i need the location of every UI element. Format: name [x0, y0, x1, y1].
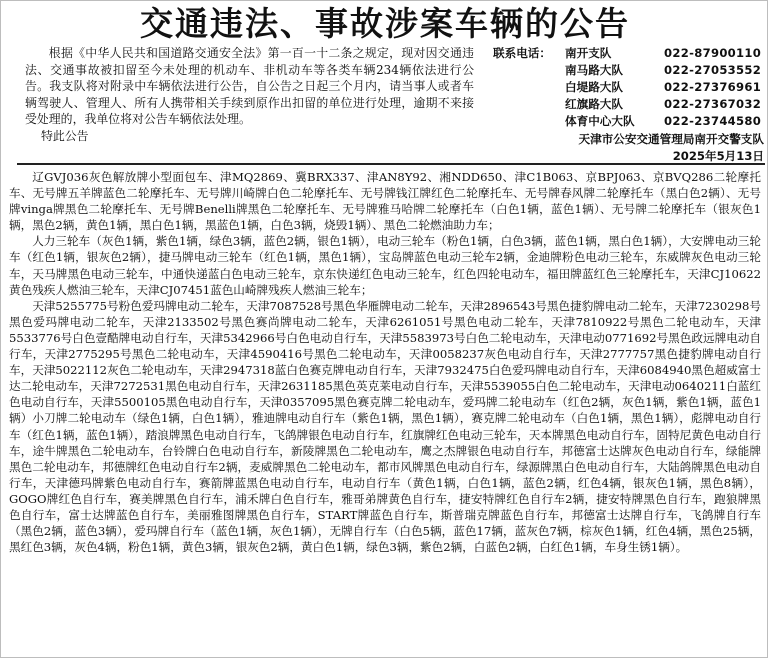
- contact-unit: 南马路大队: [565, 63, 623, 77]
- contact-label: 联系电话：: [493, 46, 551, 60]
- listing-paragraph-motor-vehicles: 辽GVJ036灰色解放牌小型面包车、津MQ2869、冀BRX337、津AN8Y92、湘NDD650、津C1B063、京BPJ063、京BVQ286二轮摩托车、无号牌五羊牌蓝色二轮摩托车、无号牌川崎牌白色二轮摩托车、无号牌钱江牌红色二轮摩托车、无号牌春风牌二轮摩托车（黑白色2辆）、无号牌vinga牌黑色二轮摩托车、无号牌Benelli牌黑色二轮摩托车、无号牌雅马哈牌二轮摩托车（白色1辆，蓝色1辆）、无号牌二轮摩托车（银灰色1辆，黑色2辆，黄色1辆，黑白色1辆，黑蓝色1辆，白色3辆，烧毁1辆）、黑色二轮燃油助力车；: [9, 170, 761, 233]
- contact-phone: 022-27376961: [664, 80, 762, 94]
- intro-paragraph: 根据《中华人民共和国道路交通安全法》第一百一十二条之规定，现对因交通违法、交通事故被扣留至今未处理的机动车、非机动车等各类车辆234辆依法进行公告。我支队将对附录中车辆依法进行公告，自公告之日起三个月内，请当事人或者车辆驾驶人、管理人、所有人携带相关手续到原作出扣留的单位进行处理，逾期不来接受处理的，我单位将对公告车辆依法处理。: [25, 46, 474, 126]
- divider-rule: [17, 163, 765, 165]
- contact-unit: 白堤路大队: [565, 80, 623, 94]
- issue-date: 2025年5月13日: [672, 149, 764, 163]
- contact-row: [493, 45, 763, 62]
- listing-paragraph-electric-bicycles: 天津5255775号粉色爱玛牌电动二轮车，天津7087528号黑色华雁牌电动二轮车，天津2896543号黑色捷豹牌电动二轮车，天津7230298号黑色爱玛牌电动二轮车，天津2133502号黑色赛尚牌电动二轮车，天津6261051号黑色电动二轮车，天津7810922号黑色二轮电动车，天津5533776号白色壹酷牌电动自行车，天津5342966号白色电动自行车，天津5583973号白色二轮电动车，天津电动0771692号黑色政远牌电动自行车，天津2775295号黑色二轮电动车，天津4590416号黑色二轮电动车，天津0058237灰色电动自行车，天津2777757黑色捷豹牌电动自行车，天津5022112灰色二轮电动车，天津2947318蓝白色赛克牌电动自行车，天津7932475白色爱玛牌电动自行车，天津6084940黑色超威富士达二轮电动车，天津7272531黑色电动自行车，天津2631185黑色英克莱电动自行车，天津5539055白色二轮电动车，天津电动0640211白蓝红色电动自行车，天津5500105黑色电动自行车，天津0357095黑色赛克牌二轮电动车，爱玛牌二轮电动车（红色2辆，灰色1辆，紫色1辆，蓝色1辆）小刀牌二轮电动车（绿色1辆，白色1辆），雅迪牌电动自行车（紫色1辆，黑色1辆），赛克牌二轮电动车（白色1辆，黑色1辆），彪牌电动自行车（红色1辆，蓝色1辆），踏浪牌黑色电动自行车，飞鸽牌银色电动自行车，红旗牌红色电动三轮车，天本牌黑色电动自行车，固特尼黄色电动自行车，途牛牌黑色二轮电动车，台铃牌白色电动自行车，新陵牌黑色二轮电动车，鹰之杰牌银色电动自行车，邦德富士达牌灰色电动自行车，绿能牌黑色二轮电动车，邦德牌红色电动自行车2辆，麦威牌黑色二轮电动车，都市风牌黑色电动自行车，绿源牌黑白色电动自行车，大陆鸽牌黑色电动自行车，天津德玛牌紫色电动自行车，赛箭牌蓝黑色电动自行车，电动自行车（黄色1辆，白色1辆，蓝色2辆，红色4辆，银灰色1辆，黑色8辆），GOGO牌红色自行车，赛美牌黑色自行车，浦禾牌白色自行车，雅哥弟牌黄色自行车，捷安特牌红色自行车2辆，捷安特牌黑色自行车，跑狼牌黑色自行车，富士达牌蓝色自行车，美丽雅图牌黑色自行车，START牌蓝色自行车，斯普瑞克牌蓝色自行车，邦德富士达牌自行车，飞鸽牌自行车（黑色2辆，蓝色3辆），爱玛牌自行车（蓝色1辆，灰色1辆），无牌自行车（白色5辆，蓝色17辆，蓝灰色7辆，棕灰色1辆，红色4辆，黑色25辆，黑红色3辆，灰色4辆，粉色1辆，黄色3辆，银灰色2辆，黄白色1辆，绿色3辆，紫色2辆，白蓝色2辆，白红色1辆，车身生锈1辆）。: [9, 298, 761, 555]
- contact-row: [493, 62, 763, 79]
- listing-paragraph-tricycles: 人力三轮车（灰色1辆，紫色1辆，绿色3辆，蓝色2辆，银色1辆），电动三轮车（粉色1辆，白色3辆，蓝色1辆，黑白色1辆），大安牌电动三轮车（红色1辆，银灰色2辆），捷马牌电动三轮车（红色1辆，黑色1辆），宝岛牌蓝色电动三轮车2辆，金迪牌粉色电动三轮车，东威牌灰色电动三轮车，天马牌黑色电动三轮车，中通快递蓝白色电动三轮车，京东快递红色电动三轮车，红色四轮电动车，福田牌蓝红色三轮摩托车，天津CJ10622黄色残疾人燃油三轮车，天津CJ07451蓝色山崎牌残疾人燃油三轮车；: [9, 234, 761, 297]
- contact-unit: 红旗路大队: [565, 97, 623, 111]
- contact-row: [493, 113, 763, 130]
- contact-unit: 南开支队: [565, 46, 612, 60]
- contact-block: [493, 45, 763, 130]
- vehicle-listing: [9, 169, 761, 555]
- issuer-org: 天津市公安交通管理局南开交警支队: [578, 132, 764, 146]
- contact-row: [493, 79, 763, 96]
- contact-phone: 022-23744580: [664, 114, 762, 128]
- intro-section: [25, 45, 474, 144]
- closing-text: 特此公告: [41, 128, 89, 143]
- contact-phone: 022-87900110: [664, 46, 762, 60]
- announcement-title: 交通违法、事故涉案车辆的公告: [140, 4, 630, 43]
- contact-phone: 022-27367032: [664, 97, 762, 111]
- issuer-block: [536, 131, 764, 165]
- contact-unit: 体育中心大队: [565, 114, 635, 128]
- contact-row: [493, 96, 763, 113]
- contact-phone: 022-27053552: [664, 63, 762, 77]
